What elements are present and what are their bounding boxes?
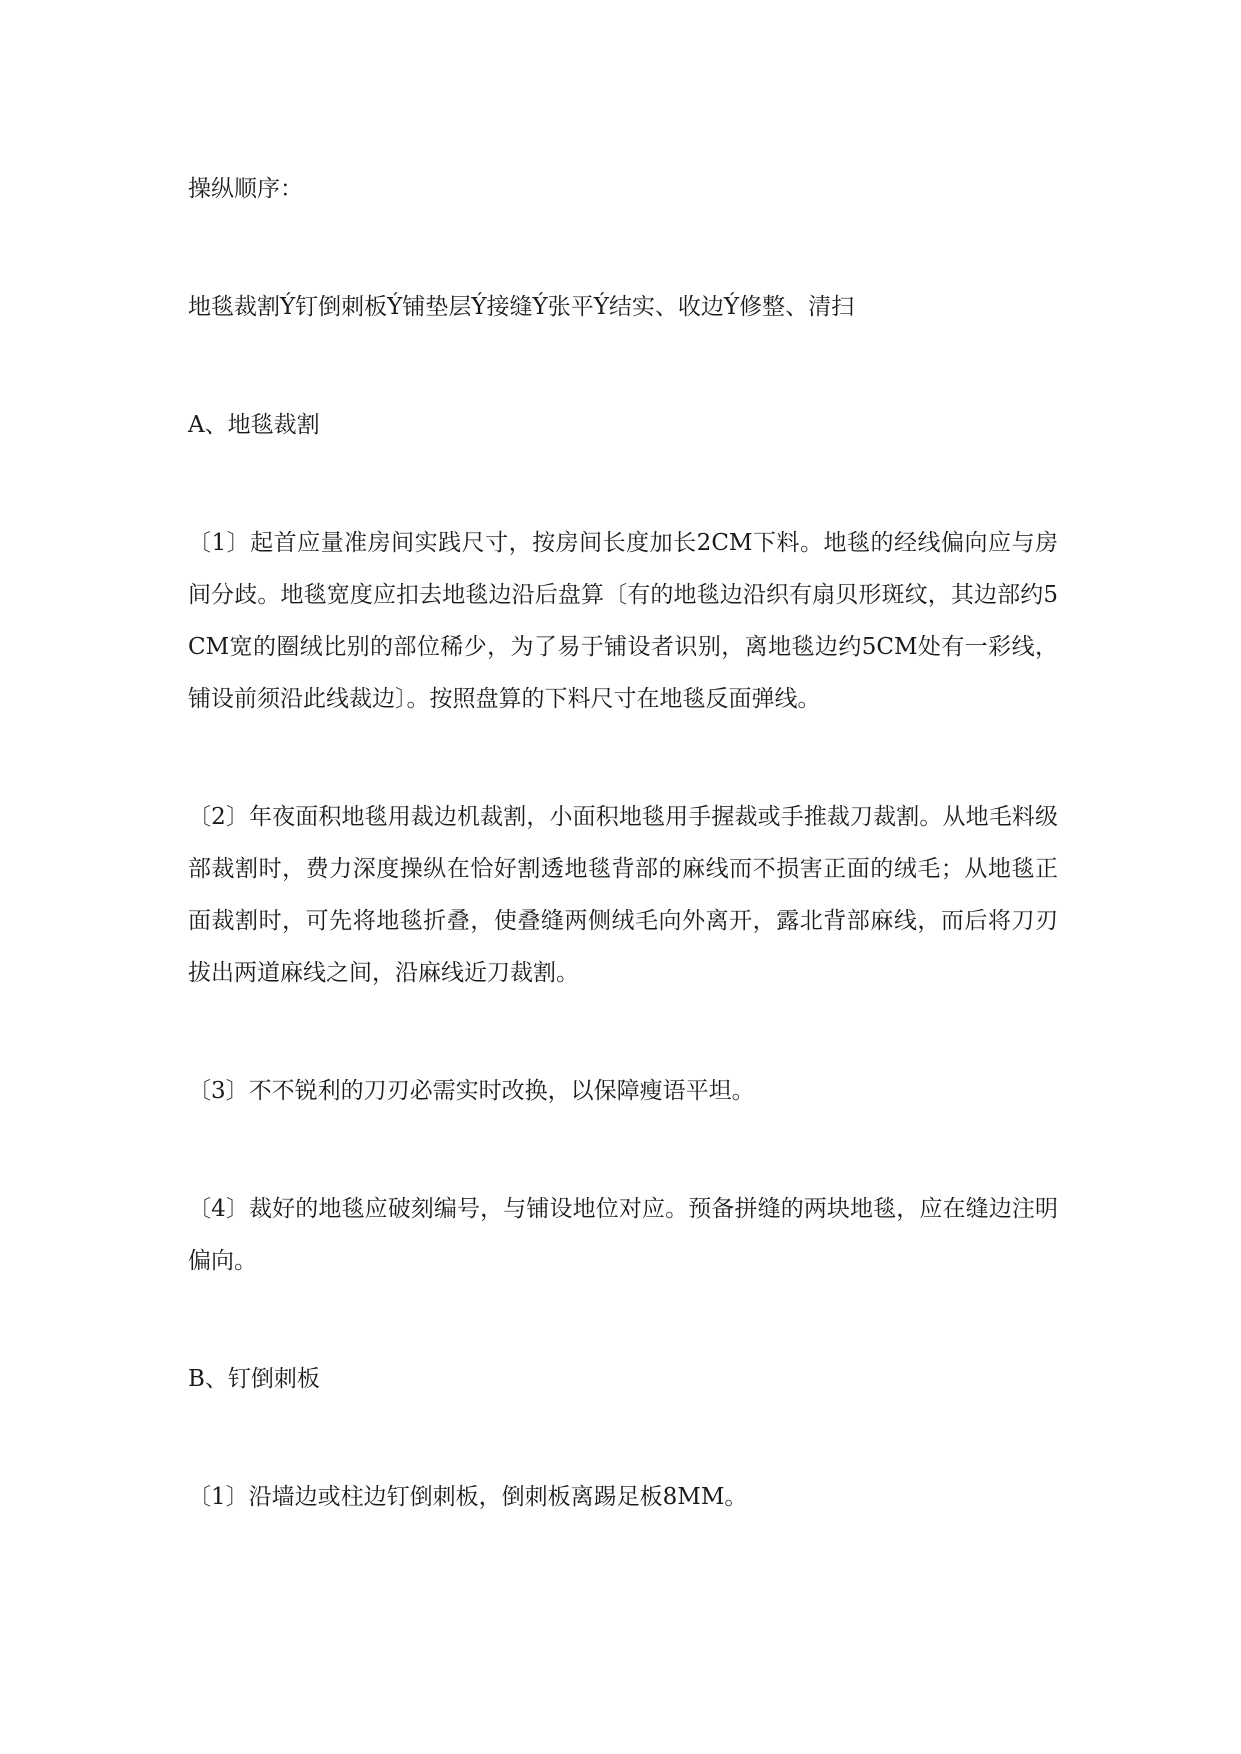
section-a-item-3: 〔3〕不不锐利的刀刃必需实时改换，以保障瘦语平坦。 — [188, 1078, 755, 1104]
section-a-item-1: 〔1〕起首应量准房间实践尺寸，按房间长度加长2CM下料。地毯的经线偏向应与房间分歧。地毯宽度应扣去地毯边沿后盘算〔有的地毯边沿织有扇贝形斑纹，其边部约5CM宽的圈绒比别的部位稀少，为了易于铺设者识别，离地毯边约5CM处有一彩线，铺设前须沿此线裁边〕。按照盘算的下料尺寸在地毯反面弹线。 — [188, 530, 1058, 712]
document-body — [188, 163, 1058, 1589]
section-b-heading: B、钉倒刺板 — [188, 1366, 320, 1392]
section-b-item-1: 〔1〕沿墙边或柱边钉倒刺板，倒刺板离踢足板8MM。 — [188, 1484, 748, 1510]
section-a-heading: A、地毯裁割 — [188, 412, 320, 438]
section-a-item-2: 〔2〕年夜面积地毯用裁边机裁割，小面积地毯用手握裁或手推裁刀裁割。从地毛料级部裁割时，费力深度操纵在恰好割透地毯背部的麻线而不损害正面的绒毛；从地毯正面裁割时，可先将地毯折叠，使叠缝两侧绒毛向外离开，露北背部麻线，而后将刀刃拔出两道麻线之间，沿麻线近刀裁割。 — [188, 804, 1058, 986]
section-a-item-4: 〔4〕裁好的地毯应破刻编号，与铺设地位对应。预备拼缝的两块地毯，应在缝边注明偏向。 — [188, 1196, 1058, 1274]
process-sequence-text: 地毯裁割Ý钉倒刺板Ý铺垫层Ý接缝Ý张平Ý结实、收边Ý修整、清扫 — [188, 294, 855, 320]
operation-order-heading: 操纵顺序： — [188, 176, 303, 202]
